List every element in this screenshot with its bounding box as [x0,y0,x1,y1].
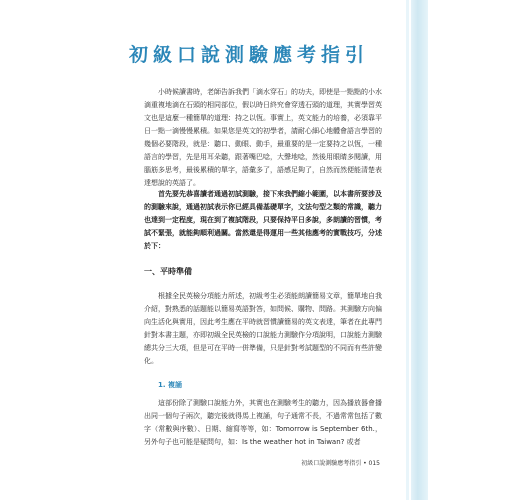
section-paragraph: 根據全民英檢分項能力所述，初級考生必須能朗讀簡易文章，簡單地自我介紹，對熟悉的話題能以簡易英語對答，如問候、購物、問路。其測驗方向偏向生活化與實用，因此考生應在平時就習慣讀簡易的英文表達，筆者在此專門針對本書主題，亦即初級全民英檢的口說能力測驗作分項說明，口說能力測驗總共分三大項，但是可在平時一併準備，只是針對考試題型的不同而有些許變化。 [144,292,382,365]
page-title: 初級口說測驗應考指引 [128,44,369,66]
subsection-heading: 1. 複誦 [158,381,182,389]
intro-paragraph: 小時候讀書時，老師告訴我們「滴水穿石」的功夫，即使是一點點的小水滴重複地滴在石頭的相同部位，假以時日終究會穿透石頭的道理，其實學習英文也是這麼一種簡單的道理：持之以恆。事實上，英文能力的培養，必須靠平日一點一滴慢慢累積。如果您是英文的初學者，請耐心細心地體會語言學習的幾個必要階段，就是：聽口、動眼、動手，最重要的是一定要持之以恆，一種語言的學習，先是用耳朵聽，跟著嘴巴唸，大聲地唸，然後用眼睛多閱讀，用腦筋多思考，最後累積的單字，語彙多了，語感足夠了，自然而然便能清楚表達想說的英語了。 [144,88,382,187]
page-edge-highlight [406,0,409,500]
page-side-stripe [411,0,428,500]
bold-intro-paragraph: 首先要先恭喜讀者通過初試測驗，接下來我們縮小範圍，以本書所要涉及的測驗來說，通過初試表示你已經具備基礎單字，文法句型之類的常識，聽力也達到一定程度，現在到了複試階段，只要保持平日多說，多朗讀的習慣，考試不緊張，就能夠順利過關。當然還是得運用一些其他應考的實戰技巧，分述於下： [144,190,382,250]
section-heading: 一、平時準備 [144,267,192,276]
page-footer: 初級口說測驗應考指引 • 015 [301,460,380,467]
subsection-paragraph: 這部份除了測驗口說能力外，其實也在測驗考生的聽力，因為播放器會播出同一個句子兩次，聽完後就得馬上複誦，句子通常不長，不過常常包括了數字（常數與序數）、日期、縮寫等等，如：Tomorrow is September 6th.，另外句子也可能是疑問句，如：Is the weather hot in Taiwan? 或者 [144,399,382,446]
